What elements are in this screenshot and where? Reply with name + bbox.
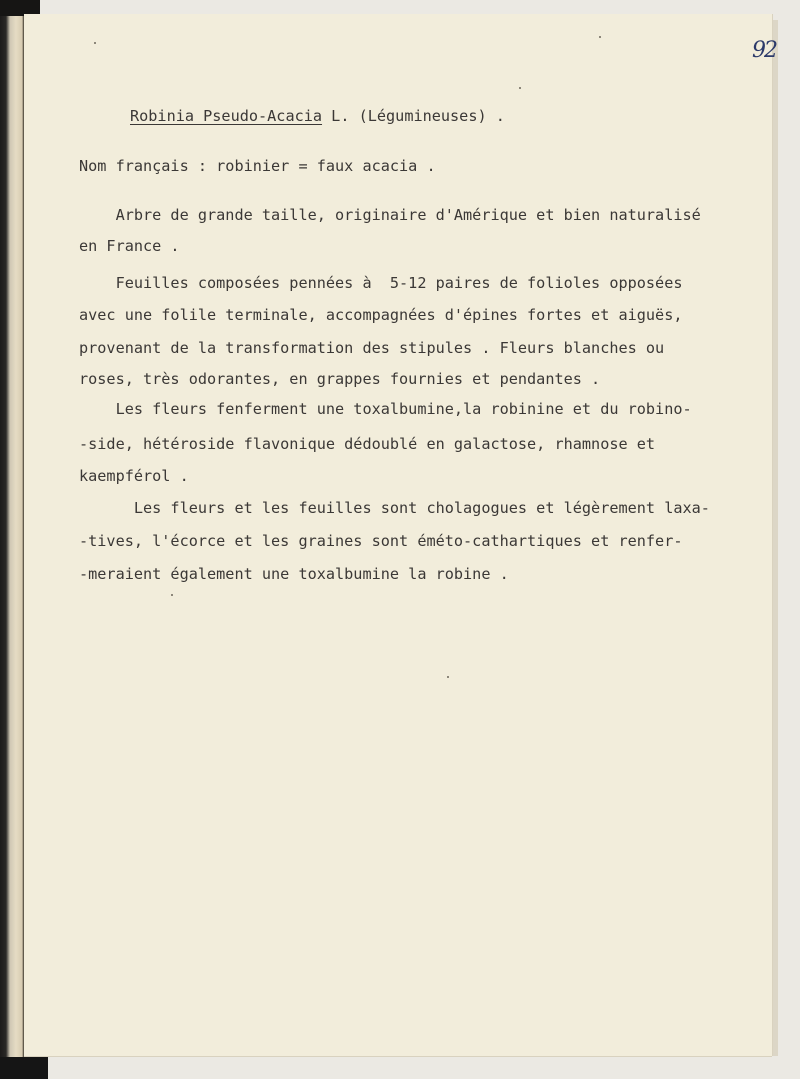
paper-speck (519, 87, 521, 89)
text-line: roses, très odorantes, en grappes fournies et pendantes . (79, 370, 601, 388)
text-line: en France . (79, 237, 180, 255)
text-line: Nom français : robinier = faux acacia . (79, 157, 436, 175)
text-line: Les fleurs fenferment une toxalbumine,la robinine et du robino- (79, 400, 692, 418)
text-line: -tives, l'écorce et les graines sont éméto-cathartiques et renfer- (79, 532, 683, 550)
title-line (130, 109, 505, 124)
text-line: Les fleurs et les feuilles sont cholagogues et légèrement laxa- (79, 499, 710, 517)
text-line: Feuilles composées pennées à 5-12 paires de folioles opposées (79, 274, 683, 292)
text-line: -meraient également une toxalbumine la robine . (79, 565, 509, 583)
paper-speck (171, 594, 173, 596)
paper-speck (447, 676, 449, 678)
page-edge (772, 20, 778, 1056)
title-family: L. (Légumineuses) . (322, 107, 505, 125)
typed-page (24, 14, 776, 1056)
title-species: Robinia Pseudo-Acacia (130, 107, 323, 125)
text-line: kaempférol . (79, 467, 189, 485)
text-line: avec une folile terminale, accompagnées d'épines fortes et aiguës, (79, 306, 683, 324)
page-number: 92 (752, 38, 776, 63)
paper-speck (94, 42, 96, 44)
text-line: -side, hétéroside flavonique dédoublé en galactose, rhamnose et (79, 435, 656, 453)
text-line: provenant de la transformation des stipules . Fleurs blanches ou (79, 339, 665, 357)
text-line: Arbre de grande taille, originaire d'Amérique et bien naturalisé (79, 206, 701, 224)
binding-corner-bottom (0, 1057, 48, 1079)
paper-speck (599, 36, 601, 38)
book-binding (0, 0, 24, 1079)
